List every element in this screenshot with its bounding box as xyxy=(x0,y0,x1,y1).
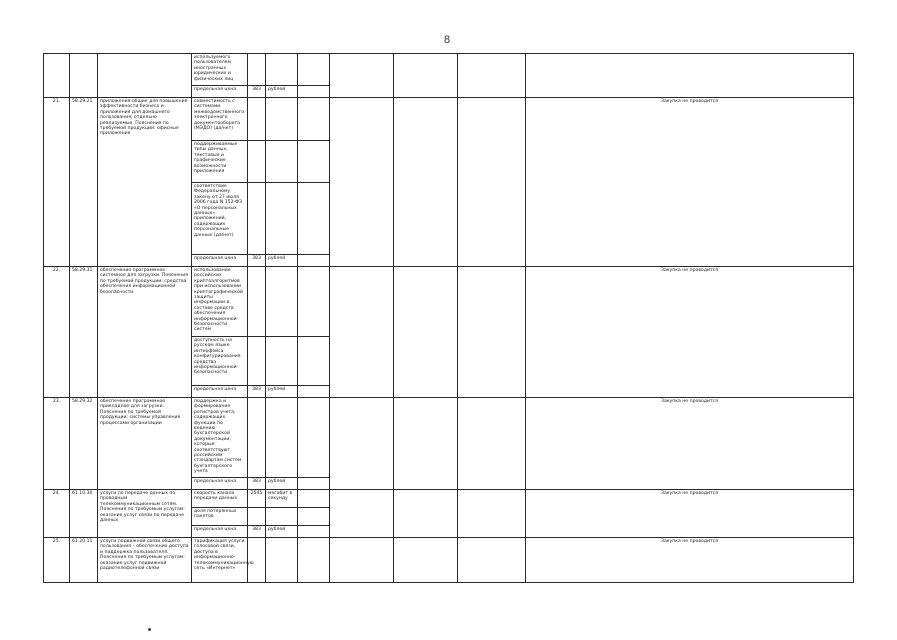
status-cell: Закупка не проводится xyxy=(526,490,854,538)
row-number: 21. xyxy=(44,98,70,267)
product-name: обеспечение программное системное для загрузки. Пояснения по требуемой продукции: средства обеспечения информационной безопасности xyxy=(98,267,192,398)
okei-code: 2545 xyxy=(248,490,266,508)
price-label: предельная цена xyxy=(192,386,248,398)
characteristic-cell: соответствие Федеральному закону от 27 июля 2006 года N 152-ФЗ «О персональных данных» приложений, содержащих персональные данные (да/нет) xyxy=(192,183,248,255)
characteristic-cell: совместимость с системами межведомственного электронного документооборота (МЭДО) (да/нет) xyxy=(192,98,248,141)
table-row xyxy=(44,398,854,478)
status-cell: Закупка не проводится xyxy=(526,538,854,583)
price-value: 383 xyxy=(248,386,266,398)
okpd-code: 61.20.11 xyxy=(70,538,98,583)
characteristics-table xyxy=(43,53,854,583)
product-name: услуги по передаче данных по проводным телекоммуникационным сетям. Пояснения по требуемым услугам: оказание услуг связи по передаче данных xyxy=(98,490,192,538)
table-row xyxy=(44,267,854,337)
price-value: 383 xyxy=(248,526,266,538)
price-label: предельная цена xyxy=(192,478,248,490)
table-row xyxy=(44,490,854,508)
characteristic-cell: поддержка и формирование регистров учета, содержащих функции по ведению бухгалтерской документации, которые соответствуют российским стандартам систем бухгалтерского учета xyxy=(192,398,248,478)
table-row xyxy=(44,54,854,86)
row-number: 25. xyxy=(44,538,70,583)
row-number: 22. xyxy=(44,267,70,398)
product-name: обеспечение программное прикладное для загрузки. Пояснения по требуемой продукции: системы управления процессами организации xyxy=(98,398,192,490)
page-number: 8 xyxy=(444,34,451,46)
price-label: предельная цена xyxy=(192,255,248,267)
characteristic-cell: скорость канала передачи данных xyxy=(192,490,248,508)
row-number: 24. xyxy=(44,490,70,538)
characteristic-cell: используемого пользователем иностранных юридических и физических лиц xyxy=(192,54,248,86)
price-value: 383 xyxy=(248,255,266,267)
unit-cell: рублей xyxy=(266,86,298,98)
row-number: 23. xyxy=(44,398,70,490)
unit-cell: рублей xyxy=(266,255,298,267)
product-name: услуги подвижной связи общего пользования – обеспечение доступа и поддержка пользователя. Пояснения по требуемым услугам: оказание услуг подвижной радиотелефонной связи xyxy=(98,538,192,583)
price-value: 383 xyxy=(248,478,266,490)
okpd-code: 58.29.21 xyxy=(70,98,98,267)
characteristic-cell: доступность на русском языке интерфейса конфигурирования средства информационной безопасности xyxy=(192,337,248,386)
unit-cell: рублей xyxy=(266,386,298,398)
table-row xyxy=(44,98,854,141)
price-value: 383 xyxy=(248,86,266,98)
characteristic-cell: тарификация услуги голосовой связи, доступа в информационно-телекоммуникационную сеть «Интернет» xyxy=(192,538,248,583)
scan-dot xyxy=(148,628,151,631)
characteristic-cell: использование российских криптоалгоритмов при использовании криптографической защиты информации в составе средств обеспечения информационной безопасности систем xyxy=(192,267,248,337)
product-name: приложения общие для повышения эффективности бизнеса и приложения для домашнего пользования, отдельно реализуемые. Пояснения по требуемой продукции: офисные приложения xyxy=(98,98,192,267)
price-label: предельная цена xyxy=(192,86,248,98)
unit-cell: рублей xyxy=(266,478,298,490)
status-cell: Закупка не проводится xyxy=(526,398,854,490)
unit-cell: рублей xyxy=(266,526,298,538)
okpd-code: 58.29.32 xyxy=(70,398,98,490)
okpd-code: 61.10.30 xyxy=(70,490,98,538)
table-row xyxy=(44,538,854,583)
characteristic-cell: поддерживаемые типы данных, текстовые и графические возможности приложения xyxy=(192,141,248,183)
okpd-code: 58.29.31 xyxy=(70,267,98,398)
price-label: предельная цена xyxy=(192,526,248,538)
characteristic-cell: доля потерянных пакетов xyxy=(192,508,248,526)
unit-cell: мегабит в секунду xyxy=(266,490,298,508)
status-cell: Закупка не проводится xyxy=(526,98,854,267)
status-cell: Закупка не проводится xyxy=(526,267,854,398)
